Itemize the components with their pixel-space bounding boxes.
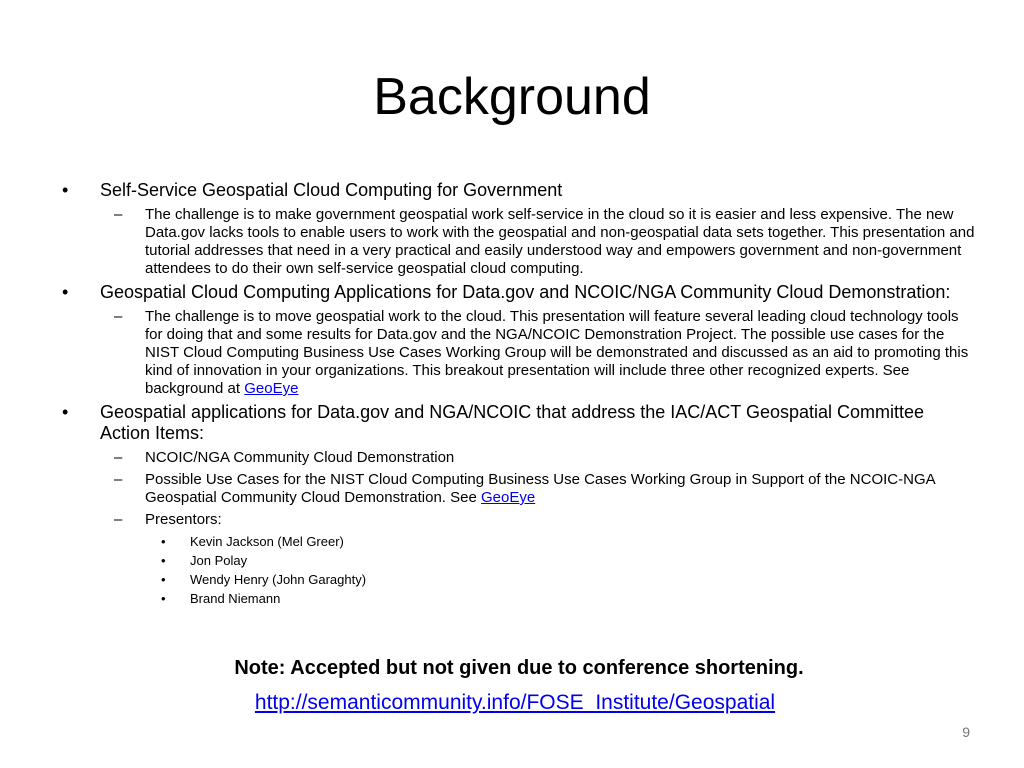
presentor-name: Wendy Henry (John Garaghty)	[190, 572, 367, 587]
bullet-icon: •	[62, 180, 69, 200]
presentor-item	[58, 533, 978, 551]
sub-bullet-text: Presentors:	[145, 511, 222, 528]
dash-icon: –	[114, 471, 123, 488]
url-link[interactable]: http://semanticommunity.info/FOSE_Institute/Geospatial	[254, 691, 776, 714]
presentor-item	[58, 571, 978, 589]
presentor-name: Jon Polay	[190, 553, 248, 568]
slide-title: Background	[373, 68, 651, 126]
dash-icon: –	[114, 511, 123, 528]
presentor-name: Kevin Jackson (Mel Greer)	[190, 534, 344, 549]
bullet-icon: •	[161, 591, 166, 606]
sub-bullet-item	[58, 511, 978, 529]
bullet-icon: •	[161, 553, 166, 568]
sub-bullet-item	[58, 308, 978, 398]
sub-bullet-text: The challenge is to move geospatial work to the cloud. This presentation will feature several leading cloud technology tools for doing that and some results for Data.gov and the NGA/NCOIC Demonstration Project. The possible use cases for the NIST Cloud Computing Business Use Cases Working Group will be demonstrated and discussed as an aid to promoting this kind of innovation in your organizations. This breakout presentation will include three other recognized experts. See background at	[145, 308, 969, 397]
page-number: 9	[962, 724, 970, 740]
geoeye-link[interactable]: GeoEye	[481, 489, 536, 506]
sub-bullet-item	[58, 206, 978, 278]
bullet-text: Self-Service Geospatial Cloud Computing for Government	[100, 180, 563, 200]
bullet-item	[58, 282, 978, 303]
presentor-name: Brand Niemann	[190, 591, 281, 606]
bullet-icon: •	[62, 402, 69, 422]
sub-bullet-item	[58, 471, 978, 507]
presentor-item	[58, 552, 978, 570]
url-link-wrap	[0, 689, 1024, 717]
bullet-text: Geospatial Cloud Computing Applications for Data.gov and NCOIC/NGA Community Cloud Demonstration:	[100, 282, 951, 302]
sub-bullet-text: NCOIC/NGA Community Cloud Demonstration	[145, 449, 455, 466]
bullet-icon: •	[161, 572, 166, 587]
presentor-item	[58, 590, 978, 608]
bullet-text: Geospatial applications for Data.gov and NGA/NCOIC that address the IAC/ACT Geospatial Committee Action Items:	[100, 402, 925, 443]
bullet-icon: •	[161, 534, 166, 549]
sub-bullet-text: The challenge is to make government geospatial work self-service in the cloud so it is easier and less expensive. The new Data.gov lacks tools to enable users to work with the geospatial and non-geospatial data sets together. This presentation and tutorial addresses that need in a very practical and easily understood way and empowers government and non-government attendees to do their own self-service geospatial cloud computing.	[145, 206, 975, 277]
dash-icon: –	[114, 206, 123, 223]
slide-content	[58, 180, 978, 609]
sub-bullet-text: Possible Use Cases for the NIST Cloud Computing Business Use Cases Working Group in Support of the NCOIC-NGA Geospatial Community Cloud Demonstration. See	[145, 471, 935, 506]
note-text: Note: Accepted but not given due to conference shortening.	[234, 657, 804, 679]
bullet-icon: •	[62, 282, 69, 302]
dash-icon: –	[114, 449, 123, 466]
bullet-item	[58, 180, 978, 201]
bullet-item	[58, 402, 978, 444]
dash-icon: –	[114, 308, 123, 325]
sub-bullet-item	[58, 449, 978, 467]
geoeye-link[interactable]: GeoEye	[244, 380, 299, 397]
